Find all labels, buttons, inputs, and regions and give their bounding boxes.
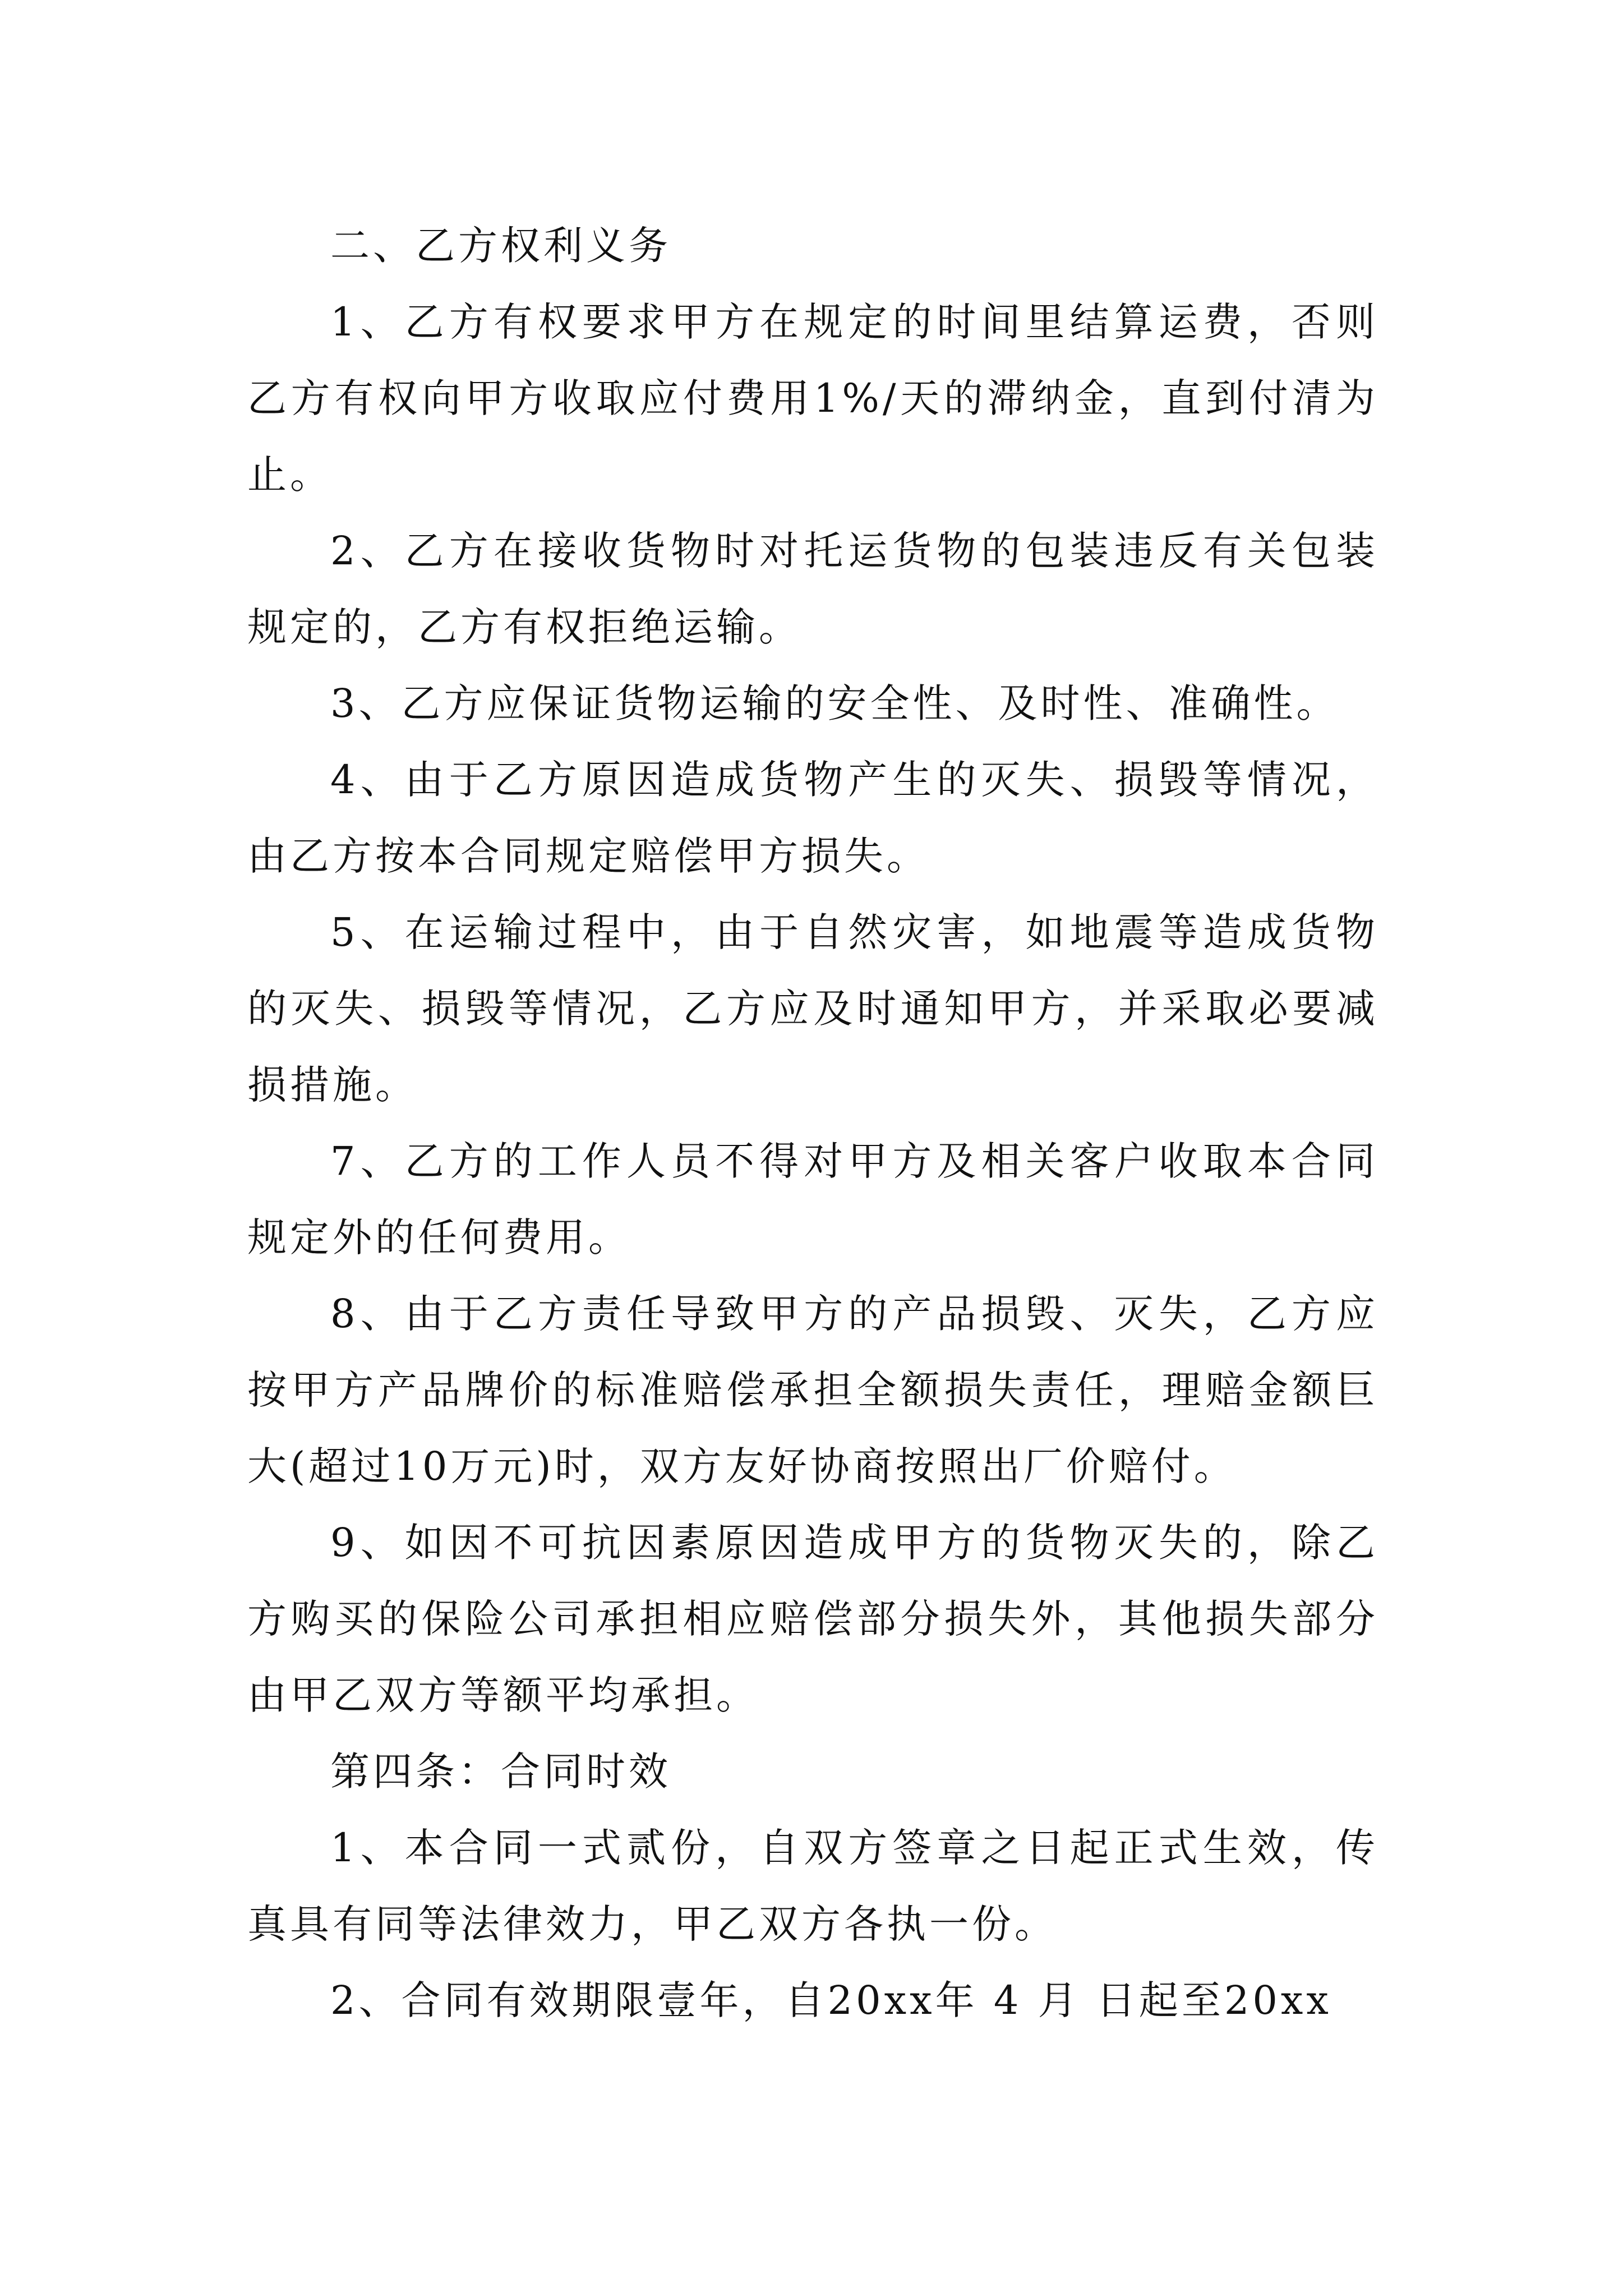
clause-2-packaging: 2、乙方在接收货物时对托运货物的包装违反有关包装规定的，乙方有权拒绝运输。 <box>247 528 1378 650</box>
section-heading-party-b-rights: 二、乙方权利义务 <box>330 223 671 269</box>
clause-2-validity-period: 2、合同有效期限壹年，自20xx年 4 月 日起至20xx <box>330 1977 1332 2023</box>
clause-5-natural-disaster: 5、在运输过程中，由于自然灾害，如地震等造成货物的灭失、损毁等情况，乙方应及时通知甲方，并采取必要减损措施。 <box>247 909 1378 1108</box>
clause-9-force-majeure: 9、如因不可抗因素原因造成甲方的货物灭失的，除乙方购买的保险公司承担相应赔偿部分损失外，其他损失部分由甲乙双方等额平均承担。 <box>247 1520 1378 1718</box>
clause-8-product-damage: 8、由于乙方责任导致甲方的产品损毁、灭失，乙方应按甲方产品牌价的标准赔偿承担全额损失责任，理赔金额巨大(超过10万元)时，双方友好协商按照出厂价赔付。 <box>247 1291 1378 1489</box>
clause-1-copies: 1、本合同一式贰份，自双方签章之日起正式生效，传真具有同等法律效力，甲乙双方各执一份。 <box>247 1825 1378 1947</box>
clause-1-settlement: 1、乙方有权要求甲方在规定的时间里结算运费，否则乙方有权向甲方收取应付费用1%/天的滞纳金，直到付清为止。 <box>247 299 1378 498</box>
clause-4-loss-compensation: 4、由于乙方原因造成货物产生的灭失、损毁等情况，由乙方按本合同规定赔偿甲方损失。 <box>247 757 1378 879</box>
document-body <box>247 208 1378 2039</box>
clause-3-safety: 3、乙方应保证货物运输的安全性、及时性、准确性。 <box>330 680 1339 726</box>
section-heading-article-4: 第四条：合同时效 <box>330 1749 671 1795</box>
clause-7-staff-fees: 7、乙方的工作人员不得对甲方及相关客户收取本合同规定外的任何费用。 <box>247 1138 1378 1260</box>
